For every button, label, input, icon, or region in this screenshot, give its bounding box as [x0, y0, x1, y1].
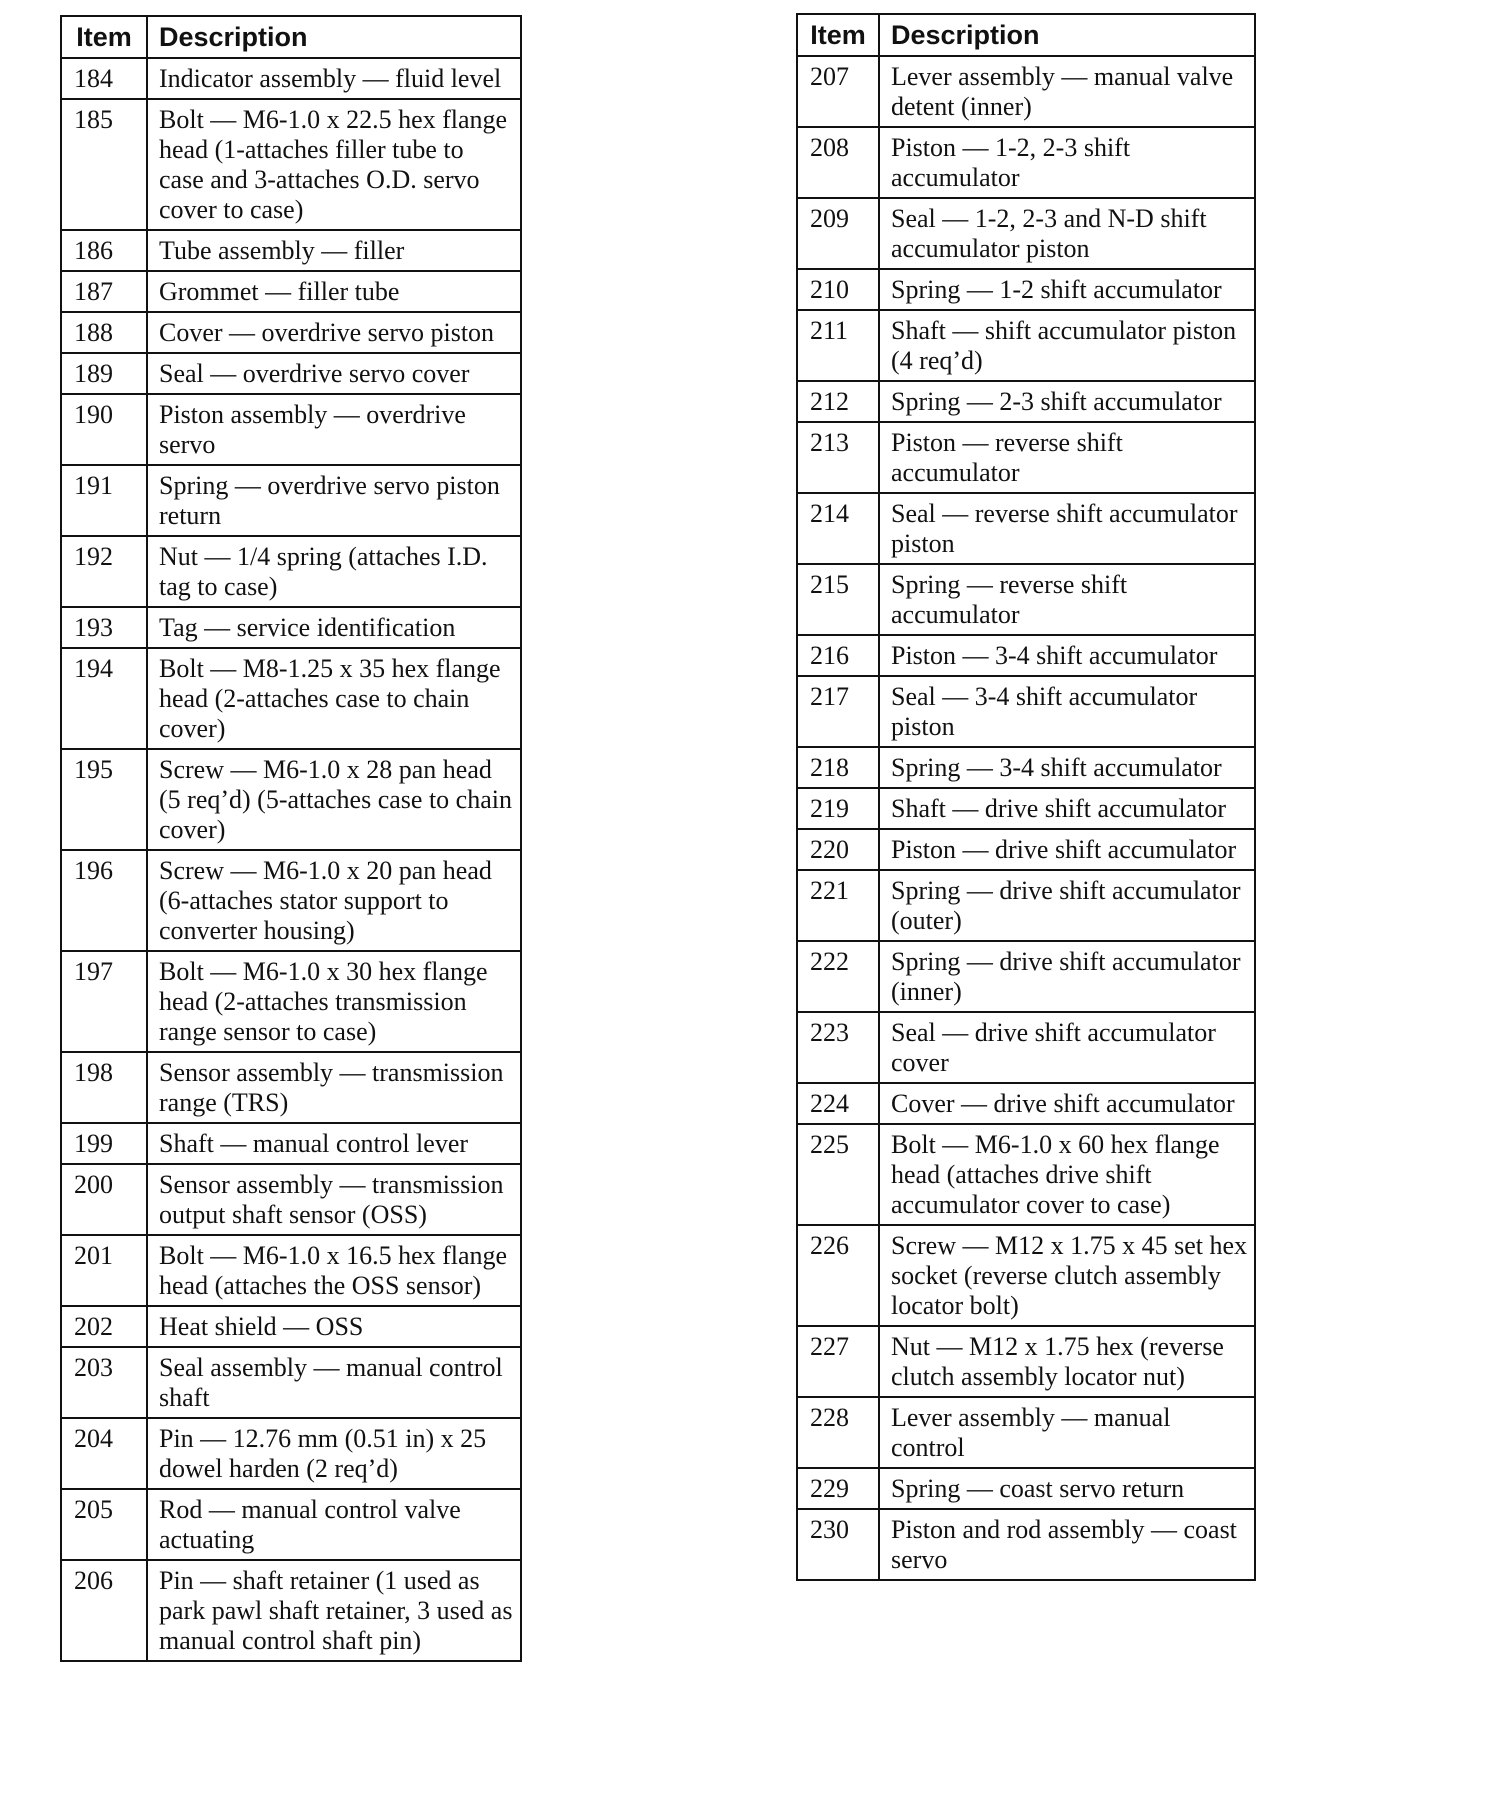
item-number-cell: 225 — [797, 1124, 879, 1225]
table-row — [61, 1164, 521, 1235]
description-cell: Screw — M12 x 1.75 x 45 set hex socket (reverse clutch assembly locator bolt) — [879, 1225, 1255, 1326]
description-cell: Heat shield — OSS — [147, 1306, 521, 1347]
description-cell: Tube assembly — filler — [147, 230, 521, 271]
table-row — [797, 422, 1255, 493]
item-number-cell: 201 — [61, 1235, 147, 1306]
table-row — [61, 951, 521, 1052]
description-cell: Spring — coast servo return — [879, 1468, 1255, 1509]
table-row — [797, 127, 1255, 198]
table-row — [797, 747, 1255, 788]
item-number-cell: 189 — [61, 353, 147, 394]
table-row — [61, 536, 521, 607]
item-number-cell: 222 — [797, 941, 879, 1012]
item-number-cell: 196 — [61, 850, 147, 951]
table-row — [61, 1306, 521, 1347]
description-cell: Seal assembly — manual control shaft — [147, 1347, 521, 1418]
description-cell: Seal — 1-2, 2-3 and N-D shift accumulator piston — [879, 198, 1255, 269]
table-row — [797, 564, 1255, 635]
table-row — [61, 648, 521, 749]
description-cell: Piston — reverse shift accumulator — [879, 422, 1255, 493]
item-number-cell: 190 — [61, 394, 147, 465]
table-body-right — [797, 56, 1255, 1580]
description-cell: Spring — overdrive servo piston return — [147, 465, 521, 536]
item-number-cell: 192 — [61, 536, 147, 607]
table-row — [797, 1326, 1255, 1397]
item-number-cell: 217 — [797, 676, 879, 747]
table-body-left — [61, 58, 521, 1661]
item-number-cell: 207 — [797, 56, 879, 127]
description-cell: Seal — overdrive servo cover — [147, 353, 521, 394]
column-header-description: Description — [879, 14, 1255, 56]
item-number-cell: 224 — [797, 1083, 879, 1124]
item-number-cell: 215 — [797, 564, 879, 635]
item-number-cell: 206 — [61, 1560, 147, 1661]
description-cell: Seal — 3-4 shift accumulator piston — [879, 676, 1255, 747]
item-number-cell: 208 — [797, 127, 879, 198]
table-row — [61, 465, 521, 536]
item-number-cell: 187 — [61, 271, 147, 312]
description-cell: Nut — 1/4 spring (attaches I.D. tag to case) — [147, 536, 521, 607]
table-row — [797, 1083, 1255, 1124]
table-row — [61, 271, 521, 312]
item-number-cell: 214 — [797, 493, 879, 564]
item-number-cell: 228 — [797, 1397, 879, 1468]
table-row — [797, 1225, 1255, 1326]
description-cell: Shaft — drive shift accumulator — [879, 788, 1255, 829]
item-number-cell: 209 — [797, 198, 879, 269]
table-row — [797, 310, 1255, 381]
table-row — [797, 829, 1255, 870]
description-cell: Grommet — filler tube — [147, 271, 521, 312]
description-cell: Piston — drive shift accumulator — [879, 829, 1255, 870]
table-row — [61, 850, 521, 951]
description-cell: Shaft — shift accumulator piston (4 req’d) — [879, 310, 1255, 381]
description-cell: Seal — reverse shift accumulator piston — [879, 493, 1255, 564]
parts-table-right — [796, 13, 1256, 1581]
description-cell: Cover — overdrive servo piston — [147, 312, 521, 353]
table-row — [61, 1560, 521, 1661]
description-cell: Piston — 1-2, 2-3 shift accumulator — [879, 127, 1255, 198]
item-number-cell: 194 — [61, 648, 147, 749]
table-row — [797, 941, 1255, 1012]
description-cell: Tag — service identification — [147, 607, 521, 648]
item-number-cell: 219 — [797, 788, 879, 829]
item-number-cell: 227 — [797, 1326, 879, 1397]
item-number-cell: 221 — [797, 870, 879, 941]
item-number-cell: 218 — [797, 747, 879, 788]
parts-table-left — [60, 15, 522, 1662]
table-row — [61, 1489, 521, 1560]
table-row — [797, 1397, 1255, 1468]
item-number-cell: 195 — [61, 749, 147, 850]
item-number-cell: 230 — [797, 1509, 879, 1580]
item-number-cell: 223 — [797, 1012, 879, 1083]
description-cell: Screw — M6-1.0 x 28 pan head (5 req’d) (5-attaches case to chain cover) — [147, 749, 521, 850]
table-row — [797, 870, 1255, 941]
column-header-item: Item — [797, 14, 879, 56]
item-number-cell: 203 — [61, 1347, 147, 1418]
item-number-cell: 193 — [61, 607, 147, 648]
table-row — [797, 1124, 1255, 1225]
table-row — [61, 749, 521, 850]
table-row — [797, 381, 1255, 422]
description-cell: Seal — drive shift accumulator cover — [879, 1012, 1255, 1083]
table-row — [61, 607, 521, 648]
description-cell: Bolt — M6-1.0 x 30 hex flange head (2-attaches transmission range sensor to case) — [147, 951, 521, 1052]
description-cell: Sensor assembly — transmission output shaft sensor (OSS) — [147, 1164, 521, 1235]
table-header-row — [797, 14, 1255, 56]
description-cell: Pin — shaft retainer (1 used as park pawl shaft retainer, 3 used as manual control shaft pin) — [147, 1560, 521, 1661]
description-cell: Piston assembly — overdrive servo — [147, 394, 521, 465]
table-row — [797, 1509, 1255, 1580]
description-cell: Sensor assembly — transmission range (TRS) — [147, 1052, 521, 1123]
item-number-cell: 198 — [61, 1052, 147, 1123]
item-number-cell: 199 — [61, 1123, 147, 1164]
item-number-cell: 188 — [61, 312, 147, 353]
table-row — [797, 493, 1255, 564]
description-cell: Spring — 2-3 shift accumulator — [879, 381, 1255, 422]
description-cell: Bolt — M6-1.0 x 22.5 hex flange head (1-attaches filler tube to case and 3-attaches O.D. servo cover to case) — [147, 99, 521, 230]
description-cell: Pin — 12.76 mm (0.51 in) x 25 dowel harden (2 req’d) — [147, 1418, 521, 1489]
description-cell: Nut — M12 x 1.75 hex (reverse clutch assembly locator nut) — [879, 1326, 1255, 1397]
column-header-item: Item — [61, 16, 147, 58]
item-number-cell: 212 — [797, 381, 879, 422]
table-row — [797, 269, 1255, 310]
description-cell: Cover — drive shift accumulator — [879, 1083, 1255, 1124]
table-header-row — [61, 16, 521, 58]
table-row — [61, 1418, 521, 1489]
table-row — [61, 1123, 521, 1164]
item-number-cell: 205 — [61, 1489, 147, 1560]
description-cell: Lever assembly — manual control — [879, 1397, 1255, 1468]
table-row — [797, 788, 1255, 829]
table-row — [61, 1235, 521, 1306]
table-row — [61, 99, 521, 230]
item-number-cell: 213 — [797, 422, 879, 493]
table-row — [61, 394, 521, 465]
item-number-cell: 202 — [61, 1306, 147, 1347]
item-number-cell: 226 — [797, 1225, 879, 1326]
description-cell: Spring — 1-2 shift accumulator — [879, 269, 1255, 310]
item-number-cell: 197 — [61, 951, 147, 1052]
description-cell: Lever assembly — manual valve detent (inner) — [879, 56, 1255, 127]
column-header-description: Description — [147, 16, 521, 58]
table-row — [61, 230, 521, 271]
table-row — [797, 676, 1255, 747]
description-cell: Piston and rod assembly — coast servo — [879, 1509, 1255, 1580]
table-row — [61, 1052, 521, 1123]
description-cell: Bolt — M8-1.25 x 35 hex flange head (2-attaches case to chain cover) — [147, 648, 521, 749]
description-cell: Bolt — M6-1.0 x 16.5 hex flange head (attaches the OSS sensor) — [147, 1235, 521, 1306]
table-row — [61, 1347, 521, 1418]
description-cell: Spring — reverse shift accumulator — [879, 564, 1255, 635]
description-cell: Screw — M6-1.0 x 20 pan head (6-attaches stator support to converter housing) — [147, 850, 521, 951]
table-row — [797, 635, 1255, 676]
description-cell: Piston — 3-4 shift accumulator — [879, 635, 1255, 676]
item-number-cell: 210 — [797, 269, 879, 310]
description-cell: Spring — 3-4 shift accumulator — [879, 747, 1255, 788]
item-number-cell: 191 — [61, 465, 147, 536]
item-number-cell: 229 — [797, 1468, 879, 1509]
item-number-cell: 186 — [61, 230, 147, 271]
table-row — [61, 312, 521, 353]
description-cell: Shaft — manual control lever — [147, 1123, 521, 1164]
item-number-cell: 211 — [797, 310, 879, 381]
table-row — [797, 1468, 1255, 1509]
description-cell: Spring — drive shift accumulator (outer) — [879, 870, 1255, 941]
item-number-cell: 184 — [61, 58, 147, 99]
description-cell: Indicator assembly — fluid level — [147, 58, 521, 99]
description-cell: Rod — manual control valve actuating — [147, 1489, 521, 1560]
table-row — [797, 1012, 1255, 1083]
item-number-cell: 185 — [61, 99, 147, 230]
item-number-cell: 216 — [797, 635, 879, 676]
item-number-cell: 220 — [797, 829, 879, 870]
table-row — [61, 353, 521, 394]
table-row — [61, 58, 521, 99]
item-number-cell: 204 — [61, 1418, 147, 1489]
table-row — [797, 56, 1255, 127]
description-cell: Bolt — M6-1.0 x 60 hex flange head (attaches drive shift accumulator cover to case) — [879, 1124, 1255, 1225]
table-row — [797, 198, 1255, 269]
item-number-cell: 200 — [61, 1164, 147, 1235]
description-cell: Spring — drive shift accumulator (inner) — [879, 941, 1255, 1012]
